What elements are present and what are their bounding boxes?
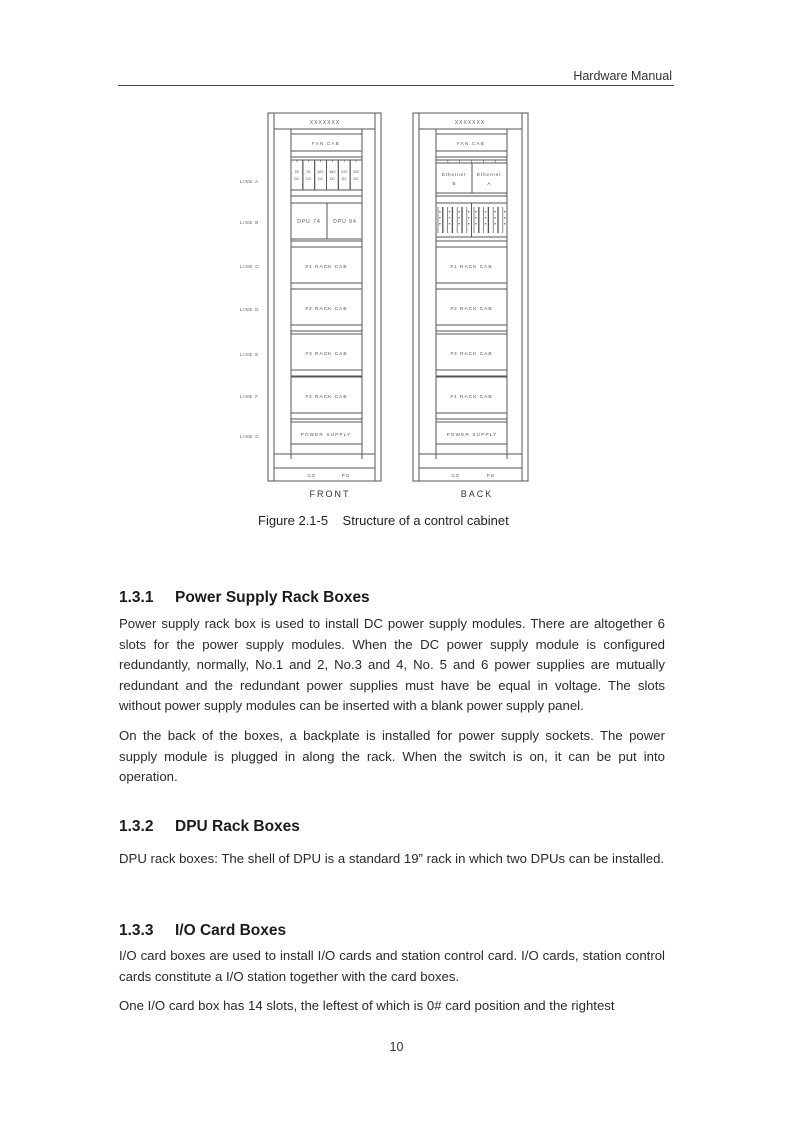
rack-cab xyxy=(436,289,507,331)
back-power-supply-label: POWER SUPPLY xyxy=(446,432,498,437)
line-label: LINE D xyxy=(240,307,260,312)
back-view-label: BACK xyxy=(460,489,494,499)
rack-cab-label: #2 RACK CAB xyxy=(450,307,493,312)
power-module-slot xyxy=(338,160,350,190)
rack-cab xyxy=(436,334,507,376)
section-heading xyxy=(119,818,665,836)
front-pg-label: PG xyxy=(341,473,351,478)
running-header-title: Hardware Manual xyxy=(573,69,672,83)
front-fan-label: FAN CAB xyxy=(311,141,341,146)
power-module-slot xyxy=(303,160,315,190)
front-dpu-label: DPU 94 xyxy=(333,219,357,225)
power-module-label: DC xyxy=(317,177,324,181)
section-title: I/O Card Boxes xyxy=(175,922,287,939)
front-power-supply-label: POWER SUPPLY xyxy=(300,432,352,437)
back-backplane-connectors xyxy=(438,203,505,237)
front-outer-frame xyxy=(268,113,381,481)
rack-cab xyxy=(291,334,362,376)
front-base xyxy=(274,454,375,468)
rack-cab xyxy=(291,377,362,419)
back-top-label: XXXXXXX xyxy=(454,120,486,126)
power-module-label: DC xyxy=(341,177,347,181)
power-module-label: DC xyxy=(353,177,359,181)
section-heading xyxy=(119,589,665,607)
power-module-label: DC xyxy=(329,177,336,181)
front-ground-bar xyxy=(274,468,375,481)
front-dpu-label: DPU 74 xyxy=(297,219,321,225)
rack-cab-label: #2 RACK CAB xyxy=(305,307,348,312)
section-title: DPU Rack Boxes xyxy=(175,818,300,835)
back-ethernet-a-label: Ethernet xyxy=(476,173,502,178)
line-label: LINE C xyxy=(240,264,260,269)
figure-caption: Figure 2.1-5 Structure of a control cabinet xyxy=(258,513,509,528)
power-module-label: 48V xyxy=(317,170,324,174)
rack-cab-label: #4 RACK CAB xyxy=(450,395,493,400)
rack-cab-label: #3 RACK CAB xyxy=(305,352,348,357)
back-ethernet-b-sub: B xyxy=(452,182,456,187)
section-number: 1.3.2 xyxy=(119,818,154,835)
back-fan-label: FAN CAB xyxy=(456,141,486,146)
section-number: 1.3.3 xyxy=(119,922,154,939)
power-module-slot xyxy=(291,160,303,190)
paragraph: I/O card boxes are used to install I/O cards and station control card. I/O cards, station control cards constitute a I/O station together with the card boxes. xyxy=(119,948,665,984)
back-rack-cabs xyxy=(436,247,507,419)
power-module-slot xyxy=(350,160,362,190)
paragraph: One I/O card box has 14 slots, the leftest of which is 0# card position and the rightest xyxy=(119,998,615,1014)
power-module-label: 24V xyxy=(352,170,360,174)
rack-cab-label: #4 RACK CAB xyxy=(305,395,348,400)
power-module-label: 48V xyxy=(329,170,336,174)
front-rack-cabs xyxy=(291,247,362,419)
rack-cab xyxy=(436,377,507,419)
rack-cab xyxy=(436,247,507,289)
power-module-label: 5V xyxy=(306,170,311,174)
section-io-card-boxes xyxy=(119,922,665,1017)
rack-cab-label: #1 RACK CAB xyxy=(305,265,348,270)
line-label: LINE B xyxy=(240,220,260,225)
front-view-label: FRONT xyxy=(309,489,351,499)
back-ethernet-a-sub: A xyxy=(487,182,491,187)
back-ground-bar xyxy=(419,468,522,481)
section-number: 1.3.1 xyxy=(119,589,154,606)
line-labels xyxy=(240,179,260,439)
rack-cab xyxy=(291,247,362,289)
power-module-slot xyxy=(315,160,327,190)
power-module-label: DC xyxy=(306,177,312,181)
power-module-slot xyxy=(327,160,339,190)
back-cabinet xyxy=(413,113,528,499)
power-module-label: 24V xyxy=(341,170,348,174)
paragraph: DPU rack boxes: The shell of DPU is a standard 19” rack in which two DPUs can be installed. xyxy=(119,851,665,866)
power-module-label: 5V xyxy=(294,170,300,174)
line-label: LINE E xyxy=(240,352,260,357)
front-cabinet xyxy=(268,113,381,499)
paragraph: On the back of the boxes, a backplate is installed for power supply sockets. The power supply module is plugged in along the rack. When the switch is on, it can be put into operation. xyxy=(119,727,665,785)
back-outer-frame xyxy=(413,113,528,481)
back-pg-label: PG xyxy=(486,473,496,478)
control-cabinet-diagram xyxy=(0,0,793,505)
front-cg-label: CG xyxy=(307,473,317,478)
section-heading xyxy=(119,922,665,940)
page-number: 10 xyxy=(389,1040,404,1054)
front-power-modules xyxy=(291,160,362,190)
power-module-label: DC xyxy=(294,177,300,181)
back-ethernet-b-label: Ethernet xyxy=(441,173,467,178)
section-power-supply-rack-boxes xyxy=(119,589,665,788)
section-title: Power Supply Rack Boxes xyxy=(175,589,370,606)
front-top-label: XXXXXXX xyxy=(309,120,341,126)
section-dpu-rack-boxes xyxy=(119,818,665,870)
rack-cab-label: #1 RACK CAB xyxy=(450,265,493,270)
line-label: LINE A xyxy=(240,179,259,184)
rack-cab xyxy=(291,289,362,331)
line-label: LINE F xyxy=(240,394,259,399)
line-label: LINE G xyxy=(240,434,260,439)
rack-cab-label: #3 RACK CAB xyxy=(450,352,493,357)
back-cg-label: CG xyxy=(451,473,461,478)
paragraph: Power supply rack box is used to install DC power supply modules. There are altogether 6 slots for the power supply modules. When the DC power supply module is configured redundantly, normally, No.1 and 2, No.3 and 4, No. 5 and 6 power supplies are mutually redundant and the redundant power supplies must have be equal in voltage. The slots without power supply modules can be inserted with a blank power supply panel. xyxy=(119,616,665,714)
